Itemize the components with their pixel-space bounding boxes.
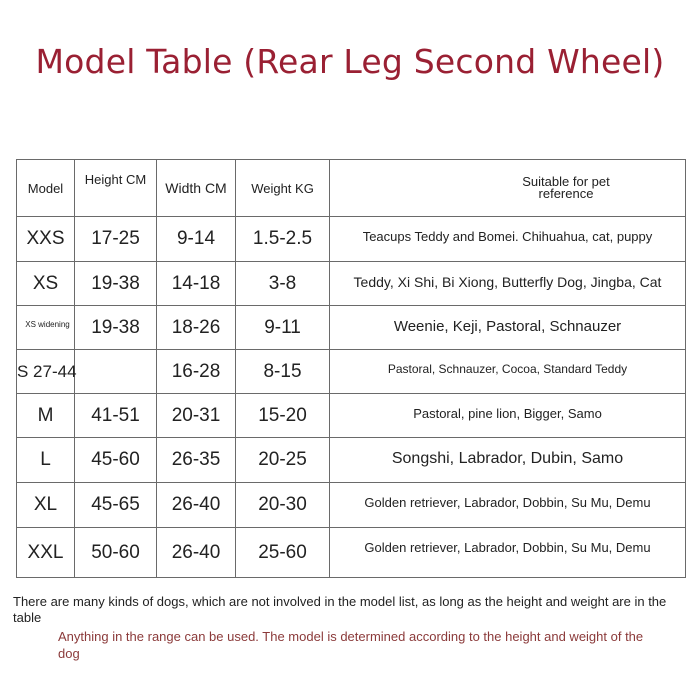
cell-height: 19-38: [75, 262, 157, 306]
table-row: [17, 438, 686, 483]
cell-weight: 15-20: [236, 394, 330, 438]
table-row: [17, 217, 686, 262]
cell-weight: 25-60: [236, 528, 330, 578]
cell-reference: Pastoral, Schnauzer, Cocoa, Standard Teddy: [330, 350, 686, 394]
cell-width: 26-40: [157, 483, 236, 528]
cell-model: XXS: [17, 217, 75, 262]
header-suitable-line1: Suitable for pet: [522, 174, 610, 189]
cell-height: 17-25: [75, 217, 157, 262]
cell-height: [75, 350, 157, 394]
cell-model-text: S 27-44: [17, 361, 77, 381]
cell-width: 9-14: [157, 217, 236, 262]
cell-weight: 3-8: [236, 262, 330, 306]
page-title: Model Table (Rear Leg Second Wheel): [35, 42, 665, 81]
cell-model: XXL: [17, 528, 75, 578]
cell-reference: Pastoral, pine lion, Bigger, Samo: [330, 394, 686, 438]
cell-weight: 8-15: [236, 350, 330, 394]
header-weight: Weight KG: [236, 160, 330, 217]
cell-reference: Golden retriever, Labrador, Dobbin, Su Mu, Demu: [330, 483, 686, 528]
cell-width: 20-31: [157, 394, 236, 438]
cell-reference: Golden retriever, Labrador, Dobbin, Su Mu, Demu: [330, 528, 686, 578]
table-row: [17, 306, 686, 350]
footnote-text: There are many kinds of dogs, which are not involved in the model list, as long as the height and weight are in the table: [13, 594, 667, 625]
header-width: Width CM: [157, 160, 236, 217]
header-suitable-line2: reference: [538, 186, 594, 201]
cell-width: 16-28: [157, 350, 236, 394]
cell-reference: Songshi, Labrador, Dubin, Samo: [330, 438, 686, 483]
table-row: [17, 350, 686, 394]
cell-weight: 20-30: [236, 483, 330, 528]
cell-reference: Teddy, Xi Shi, Bi Xiong, Butterfly Dog, Jingba, Cat: [330, 262, 686, 306]
cell-height: 50-60: [75, 528, 157, 578]
cell-weight: 1.5-2.5: [236, 217, 330, 262]
footnote-range-note: Anything in the range can be used. The model is determined according to the height and weight of the dog: [58, 629, 644, 661]
cell-model: [17, 350, 75, 394]
header-height: Height CM: [75, 160, 157, 217]
cell-height: 45-65: [75, 483, 157, 528]
cell-weight: 9-11: [236, 306, 330, 350]
cell-model: L: [17, 438, 75, 483]
header-model: Model: [17, 160, 75, 217]
cell-width: 26-35: [157, 438, 236, 483]
cell-height: 45-60: [75, 438, 157, 483]
cell-model: XS: [17, 262, 75, 306]
table-header-row: [17, 160, 686, 217]
table-row: [17, 394, 686, 438]
cell-width: 26-40: [157, 528, 236, 578]
cell-width: 14-18: [157, 262, 236, 306]
cell-height: 41-51: [75, 394, 157, 438]
cell-reference: Weenie, Keji, Pastoral, Schnauzer: [330, 306, 686, 350]
cell-height: 19-38: [75, 306, 157, 350]
table-row: [17, 262, 686, 306]
cell-model: XL: [17, 483, 75, 528]
table-row: [17, 483, 686, 528]
table-row: [17, 528, 686, 578]
header-suitable: [330, 160, 686, 217]
cell-model: XS widening: [17, 306, 75, 350]
cell-model: M: [17, 394, 75, 438]
cell-width: 18-26: [157, 306, 236, 350]
cell-weight: 20-25: [236, 438, 330, 483]
cell-reference: Teacups Teddy and Bomei. Chihuahua, cat, puppy: [330, 217, 686, 262]
model-table: [16, 159, 686, 578]
